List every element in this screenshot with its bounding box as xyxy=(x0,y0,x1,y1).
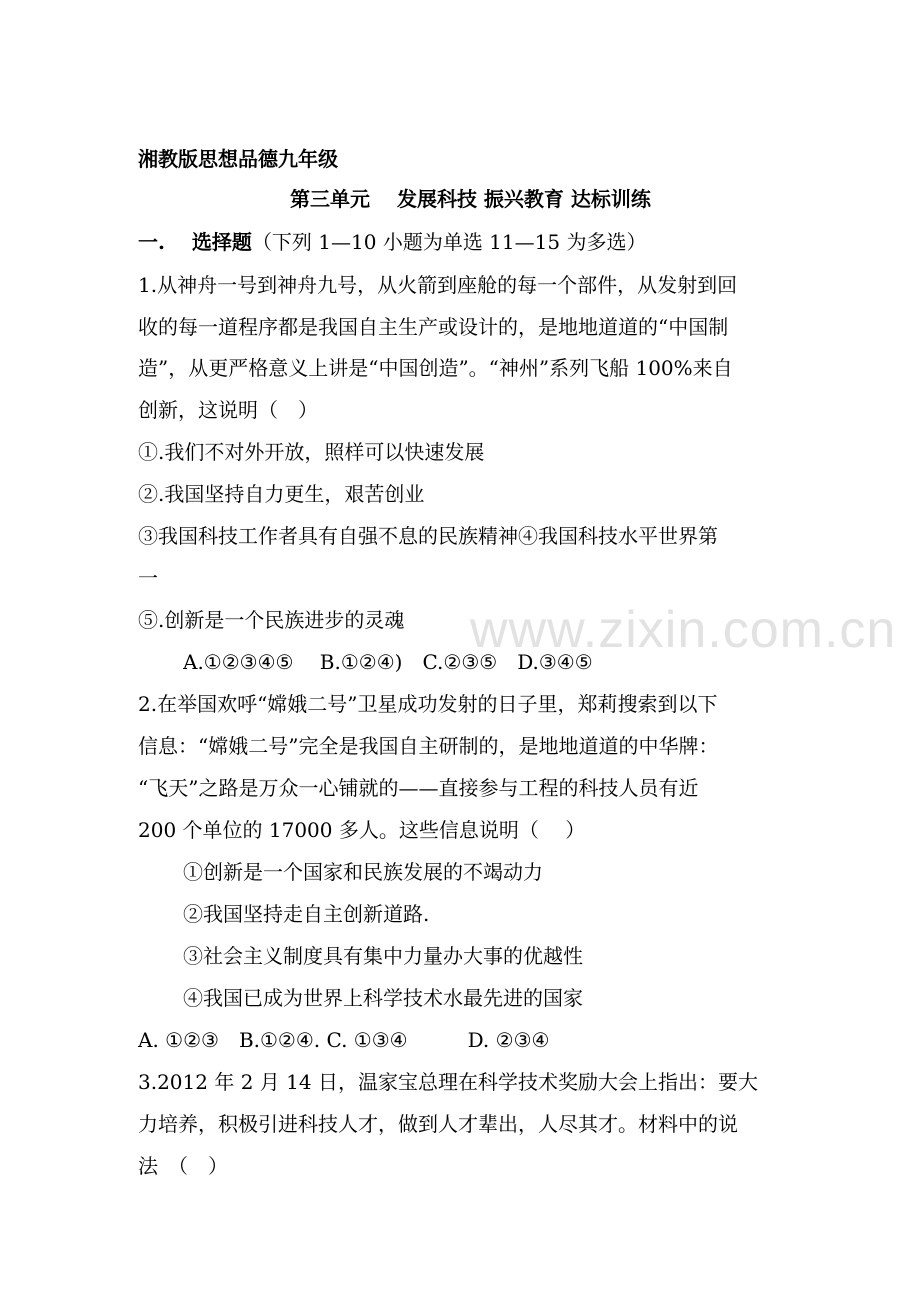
section-heading xyxy=(138,228,788,256)
q3-line-1: 3.2012 年 2 月 14 日，温家宝总理在科学技术奖励大会上指出：要大 xyxy=(138,1070,758,1094)
q1-options: A.①②③④⑤ B.①②④) C.②③⑤ D.③④⑤ xyxy=(183,650,593,674)
q3-line-2: 力培养，积极引进科技人才，做到人才辈出，人尽其才。材料中的说 xyxy=(138,1112,738,1136)
q2-line-3: “飞天”之路是万众一心铺就的——直接参与工程的科技人员有近 xyxy=(138,776,699,800)
q2-item-2: ②我国坚持走自主创新道路. xyxy=(183,902,430,926)
watermark: www.zixin.com.cn xyxy=(470,601,897,659)
q2-options: A. ①②③ B.①②④. C. ①③④ D. ②③④ xyxy=(138,1028,550,1052)
q2-item-1: ①创新是一个国家和民族发展的不竭动力 xyxy=(183,860,543,884)
q1-item-1: ①.我们不对外开放，照样可以快速发展 xyxy=(138,440,485,464)
q2-item-4: ④我国已成为世界上科学技术水最先进的国家 xyxy=(183,986,583,1010)
q2-line-4: 200 个单位的 17000 多人。这些信息说明（ ） xyxy=(138,818,586,842)
q1-line-3: 造”，从更严格意义上讲是“中国创造”。“神州”系列飞船 100%来自 xyxy=(138,356,733,380)
q1-item-5: ⑤.创新是一个民族进步的灵魂 xyxy=(138,608,405,632)
document-title: 第三单元 发展科技 振兴教育 达标训练 xyxy=(290,187,651,211)
q2-item-3: ③社会主义制度具有集中力量办大事的优越性 xyxy=(183,944,583,968)
q2-line-1: 2.在举国欢呼“嫦娥二号”卫星成功发射的日子里，郑莉搜索到以下 xyxy=(138,692,718,716)
q1-item-2: ②.我国坚持自力更生，艰苦创业 xyxy=(138,482,425,506)
q1-line-4: 创新，这说明（ ） xyxy=(138,398,318,422)
q1-item-3: ③我国科技工作者具有自强不息的民族精神④我国科技水平世界第 xyxy=(138,524,718,548)
q1-item-3-cont: 一 xyxy=(138,566,158,590)
section-note: （下列 1—10 小题为单选 11—15 为多选） xyxy=(251,230,647,254)
q1-line-1: 1.从神舟一号到神舟九号，从火箭到座舱的每一个部件，从发射到回 xyxy=(138,273,738,297)
q1-line-2: 收的每一道程序都是我国自主生产或设计的，是地地道道的“中国制 xyxy=(138,315,729,339)
q2-line-2: 信息：“嫦娥二号”完全是我国自主研制的，是地地道道的中华牌： xyxy=(138,734,719,758)
document-subtitle: 湘教版思想品德九年级 xyxy=(138,147,338,171)
section-label: 一. 选择题 xyxy=(138,230,252,254)
q3-line-3: 法 （ ） xyxy=(138,1154,228,1178)
